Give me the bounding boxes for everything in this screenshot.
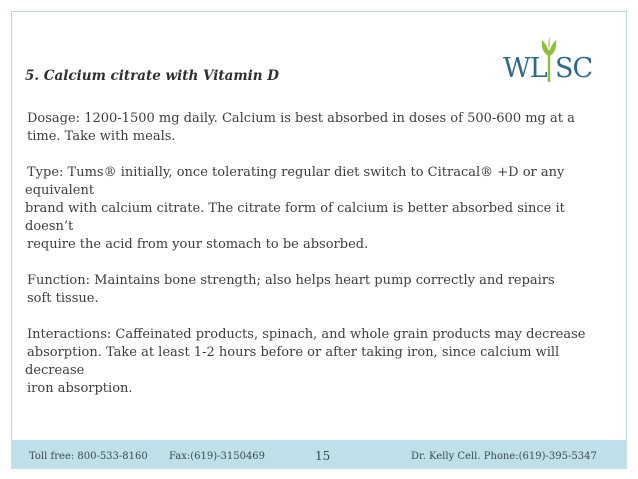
text-line: Type: Tums® initially, once tolerating regular diet switch to Citracal® +D or any xyxy=(27,165,565,180)
page-number: 15 xyxy=(315,449,331,463)
text-line: Function: Maintains bone strength; also helps heart pump correctly and repairs xyxy=(27,273,555,288)
text-line: Dosage: 1200-1500 mg daily. Calcium is best absorbed in doses of 500-600 mg at a xyxy=(27,111,575,126)
text-line: Interactions: Caffeinated products, spinach, and whole grain products may decrease xyxy=(27,327,586,342)
text-line: equivalent xyxy=(25,183,95,198)
footer-fax: Fax:(619)-3150469 xyxy=(169,451,266,462)
paragraph-function xyxy=(27,272,623,308)
text-line: require the acid from your stomach to be absorbed. xyxy=(27,237,369,252)
slide-title: 5. Calcium citrate with Vitamin D xyxy=(25,68,280,84)
paragraph-dosage xyxy=(27,110,623,146)
logo-right-text: SC xyxy=(555,53,593,84)
footer-toll-free: Toll free: 800-533-8160 xyxy=(29,451,148,462)
text-line: iron absorption. xyxy=(27,381,133,396)
footer-cell-phone: Dr. Kelly Cell. Phone:(619)-395-5347 xyxy=(411,451,597,462)
wlsc-logo xyxy=(503,36,603,88)
slide-footer xyxy=(11,440,627,469)
text-line: absorption. Take at least 1-2 hours before or after taking iron, since calcium will xyxy=(27,345,560,360)
paragraph-interactions xyxy=(27,326,623,398)
text-line: decrease xyxy=(25,363,85,378)
text-line: doesn’t xyxy=(25,219,74,234)
text-line: soft tissue. xyxy=(27,291,99,306)
logo-left-text: WL xyxy=(503,53,547,84)
paragraph-type xyxy=(27,164,623,254)
text-line: time. Take with meals. xyxy=(27,129,176,144)
slide-body xyxy=(27,110,623,416)
text-line: brand with calcium citrate. The citrate form of calcium is better absorbed since it xyxy=(25,201,565,216)
